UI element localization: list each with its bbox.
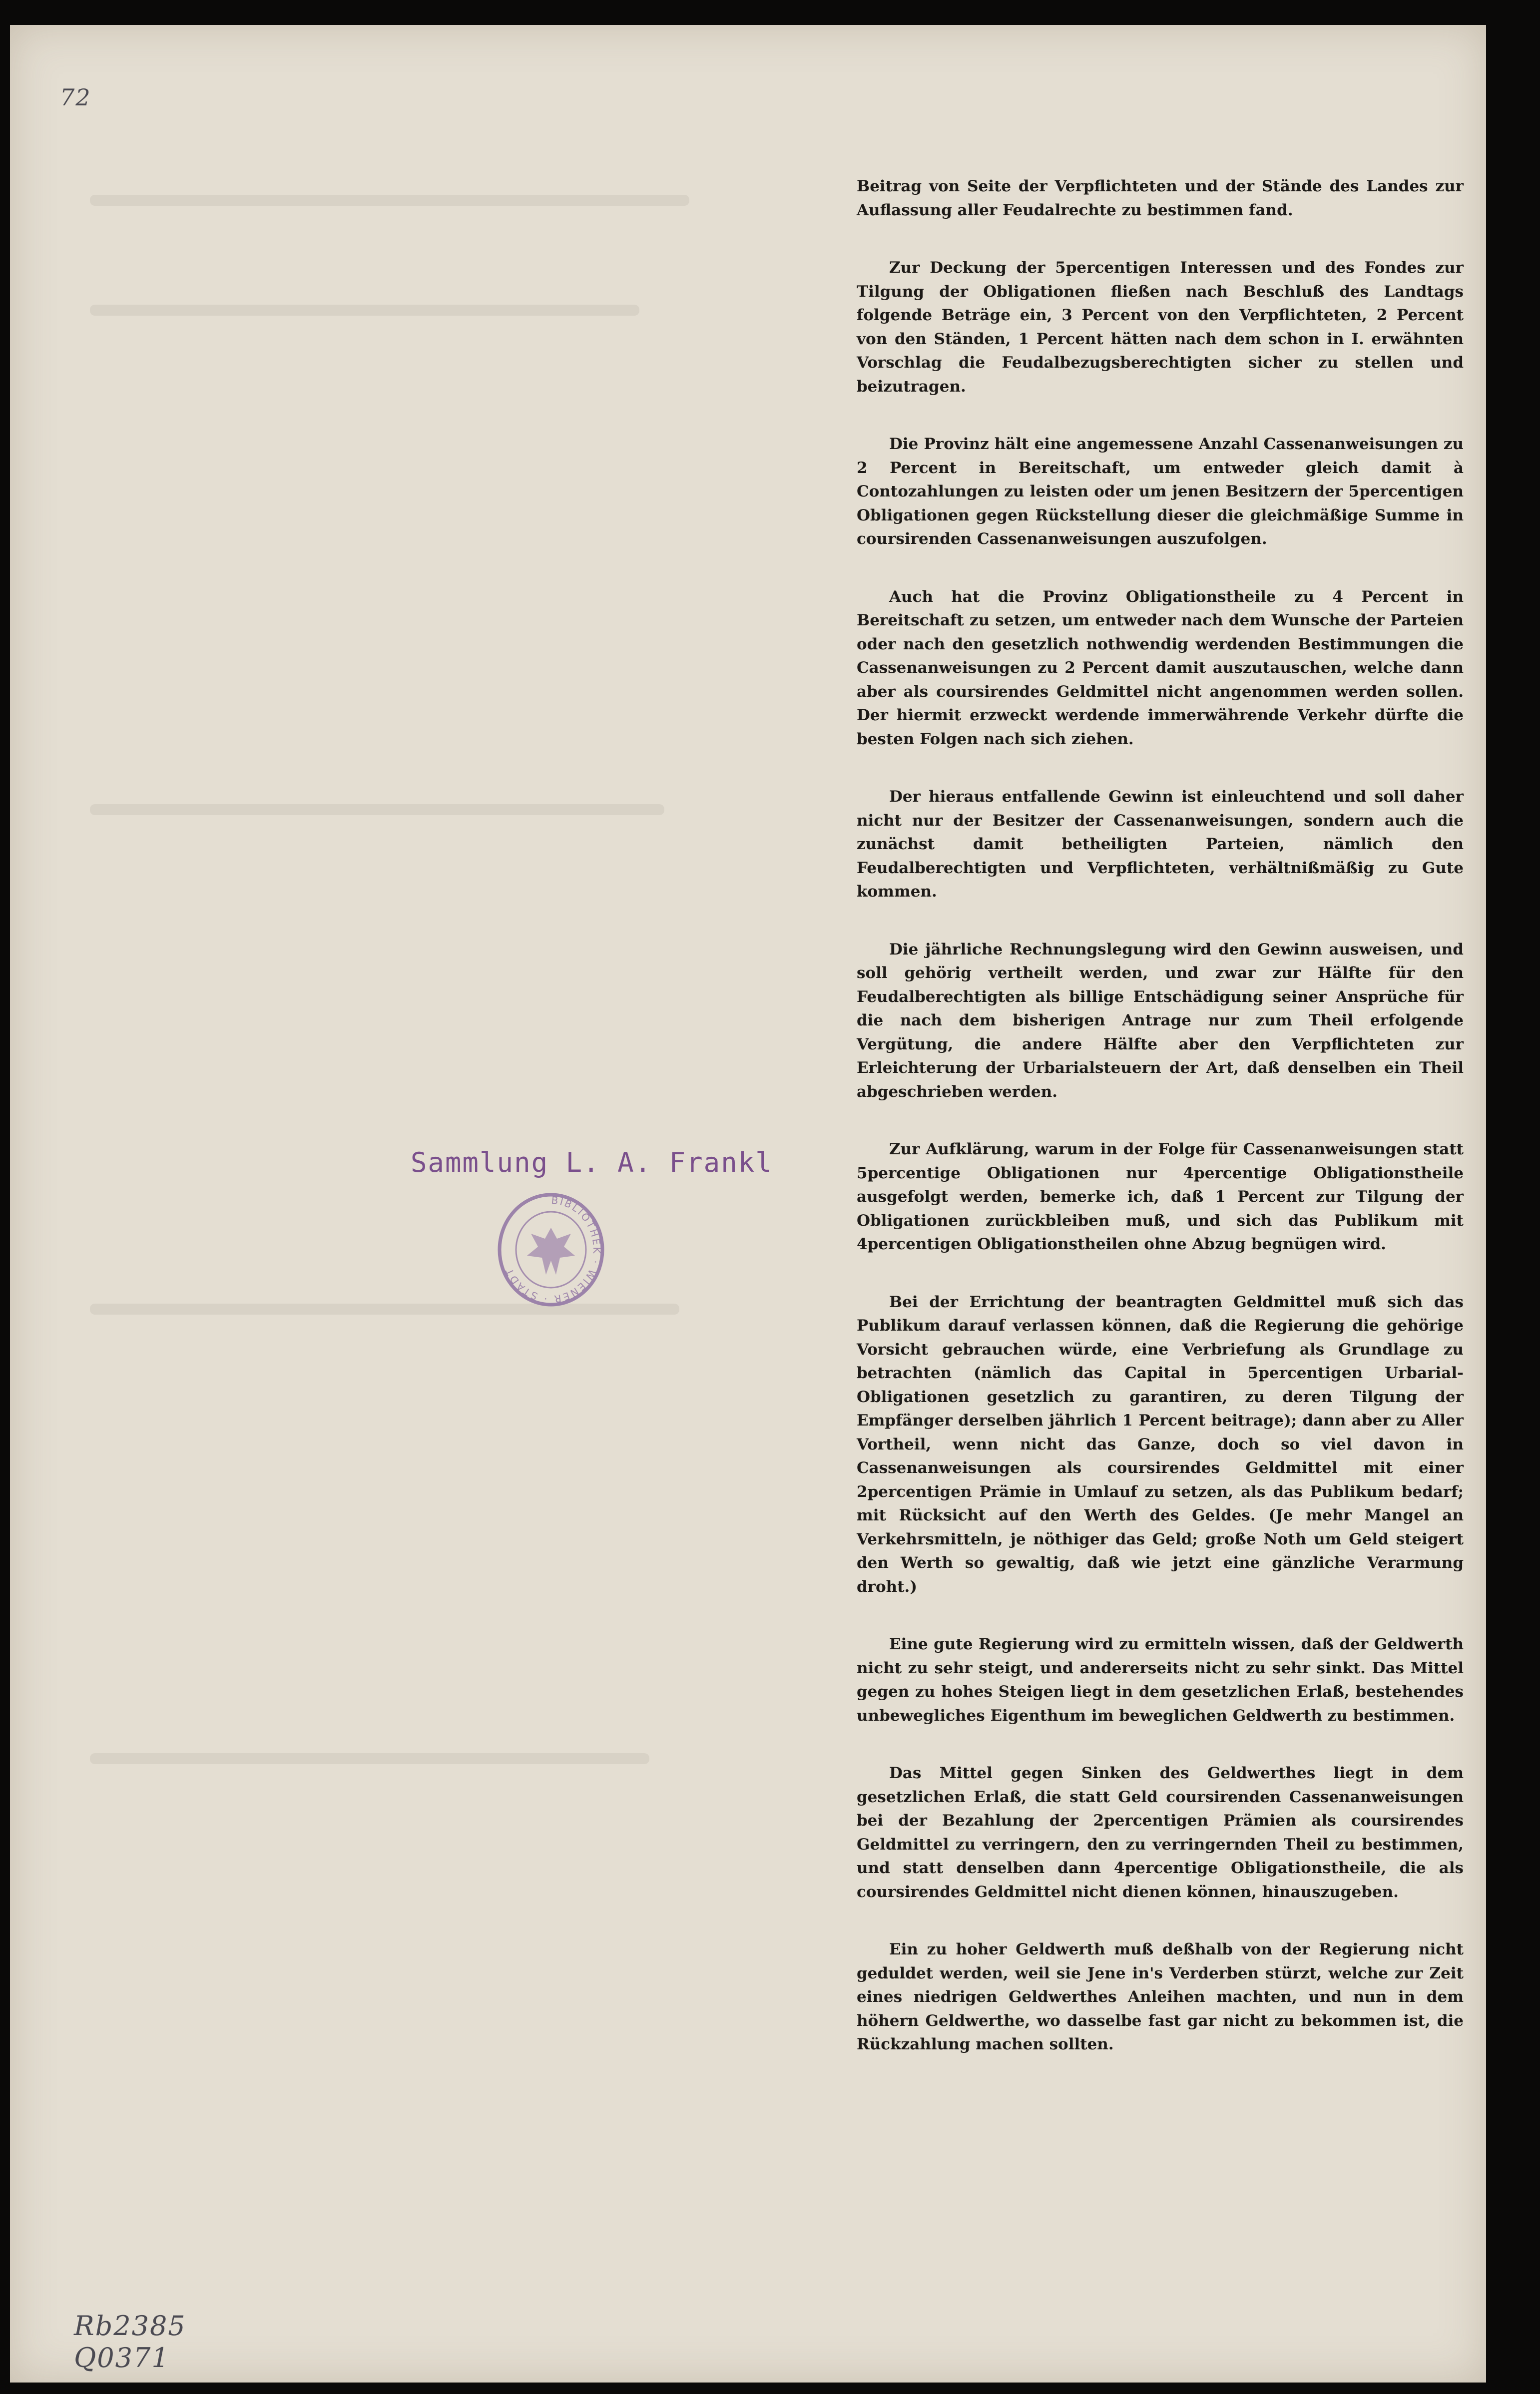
text-column xyxy=(857,175,1464,2091)
paragraph xyxy=(857,938,1464,1104)
document-page xyxy=(10,25,1486,2383)
paragraph-text: Zur Aufklärung, warum in der Folge für Cassenanweisungen statt 5percentige Obligationen nur 4percentige Obligationstheile ausgefolgt werden, bemerke ich, daß 1 Percent zur Tilgung der Obligationen zurückbleiben muß, und sich das Publikum mit 4percentigen Obligationstheilen ohne Abzug begnügen wird. xyxy=(857,1140,1464,1253)
paragraph xyxy=(857,1291,1464,1599)
paragraph xyxy=(857,785,1464,904)
paragraph xyxy=(857,1938,1464,2057)
seal-ring-text: BIBLIOTHEK · WIENER · STADT xyxy=(503,1194,603,1306)
paragraph-text: Die jährliche Rechnungslegung wird den Gewinn ausweisen, und soll gehörig vertheilt werden, und zwar zur Hälfte für den Feudalberechtigten als billige Entschädigung seiner Ansprüche für die nach dem bisherigen Antrage nur zum Theil erfolgende Vergütung, die andere Hälfte aber den Verpflichteten zur Erleichterung der Urbarialsteuern der Art, daß denselben ein Theil abgeschrieben werden. xyxy=(857,940,1464,1101)
collection-stamp: Sammlung L. A. Frankl xyxy=(411,1147,773,1178)
paragraph-text: Beitrag von Seite der Verpflichteten und der Stände des Landes zur Auflassung aller Feudalrechte zu bestimmen fand. xyxy=(857,177,1464,219)
paragraph-text: Das Mittel gegen Sinken des Geldwerthes liegt in dem gesetzlichen Erlaß, die statt Geld coursirenden Cassenanweisungen bei der Bezahlung der 2percentigen Prämien als coursirendes Geldmittel zu verringern, den zu verringernden Theil zu bestimmen, und statt denselben dann 4percentige Obligationstheile, die als coursirendes Geldmittel nicht dienen können, hinauszugeben. xyxy=(857,1764,1464,1901)
paragraph xyxy=(857,1633,1464,1728)
paragraph-text: Auch hat die Provinz Obligationstheile zu 4 Percent in Bereitschaft zu setzen, um entweder nach dem Wunsche der Parteien oder nach den gesetzlich nothwendig werdenden Bestimmungen die Cassenanweisungen zu 2 Percent damit auszutauschen, welche dann aber als coursirendes Geldmittel nicht angenommen werden sollen. Der hiermit erzweckt werdende immerwährende Verkehr dürfte die besten Folgen nach sich ziehen. xyxy=(857,587,1464,748)
bleed-through-line xyxy=(90,1753,649,1764)
paragraph-text: Bei der Errichtung der beantragten Geldmittel muß sich das Publikum darauf verlassen können, daß die Regierung die gehörige Vorsicht gebrauchen würde, eine Verbriefung als Grundlage zu betrachten (nämlich das Capital in 5percentigen Urbarial-Obligationen gesetzlich zu garantiren, zu deren Tilgung der Empfänger derselben jährlich 1 Percent beitrage); dann aber zu Aller Vortheil, wenn nicht das Ganze, doch so viel davon in Cassenanweisungen als coursirendes Geldmittel mit einer 2percentigen Prämie in Umlauf zu setzen, als das Publikum bedarf; mit Rücksicht auf den Werth des Geldes. (Je mehr Mangel an Verkehrsmitteln, je nöthiger das Geld; große Noth um Geld steigert den Werth so gewaltig, daß wie jetzt eine gänzliche Verarmung droht.) xyxy=(857,1293,1464,1596)
paragraph-text: Die Provinz hält eine angemessene Anzahl Cassenanweisungen zu 2 Percent in Bereitschaft, um entweder gleich damit à Contozahlungen zu leisten oder um jenen Besitzern der 5percentigen Obligationen gegen Rückstellung dieser die gleichmäßige Summe in coursirenden Cassenanweisungen auszufolgen. xyxy=(857,435,1464,548)
archive-signature-line: Rb2385 xyxy=(74,2310,186,2342)
bleed-through-line xyxy=(90,804,664,815)
paragraph xyxy=(857,175,1464,222)
paragraph xyxy=(857,1762,1464,1904)
paragraph-text: Ein zu hoher Geldwerth muß deßhalb von der Regierung nicht geduldet werden, weil sie Jene in's Verderben stürzt, welche zur Zeit eines niedrigen Geldwerthes Anleihen machten, und nun in dem höhern Geldwerthe, wo dasselbe fast gar nicht zu bekommen ist, die Rückzahlung machen sollten. xyxy=(857,1940,1464,2053)
archive-signature-line: Q0371 xyxy=(74,2342,170,2374)
paragraph-text: Zur Deckung der 5percentigen Interessen und des Fondes zur Tilgung der Obligationen fließen nach Beschluß des Landtags folgende Beträge ein, 3 Percent von den Verpflichteten, 2 Percent von den Ständen, 1 Percent hätten nach dem schon in I. erwähnten Vorschlag die Feudalbezugsberechtigten sicher zu stellen und beizutragen. xyxy=(857,259,1464,396)
bleed-through-line xyxy=(90,195,689,206)
paragraph-text: Eine gute Regierung wird zu ermitteln wissen, daß der Geldwerth nicht zu sehr steigt, und andererseits nicht zu sehr sinkt. Das Mittel gegen zu hohes Steigen liegt in dem gesetzlichen Erlaß, bestehendes unbewegliches Eigenthum im beweglichen Geldwerth zu bestimmen. xyxy=(857,1635,1464,1725)
library-seal-icon xyxy=(494,1189,608,1309)
paragraph-text: Der hieraus entfallende Gewinn ist einleuchtend und soll daher nicht nur der Besitzer der Cassenanweisungen, sondern auch die zunächst damit betheiligten Parteien, nämlich den Feudalberechtigten und Verpflichteten, verhältnißmäßig zu Gute kommen. xyxy=(857,788,1464,901)
paragraph xyxy=(857,1138,1464,1257)
paragraph xyxy=(857,585,1464,752)
paragraph xyxy=(857,256,1464,399)
bleed-through-line xyxy=(90,305,639,316)
folio-number: 72 xyxy=(60,84,91,111)
paragraph xyxy=(857,433,1464,551)
